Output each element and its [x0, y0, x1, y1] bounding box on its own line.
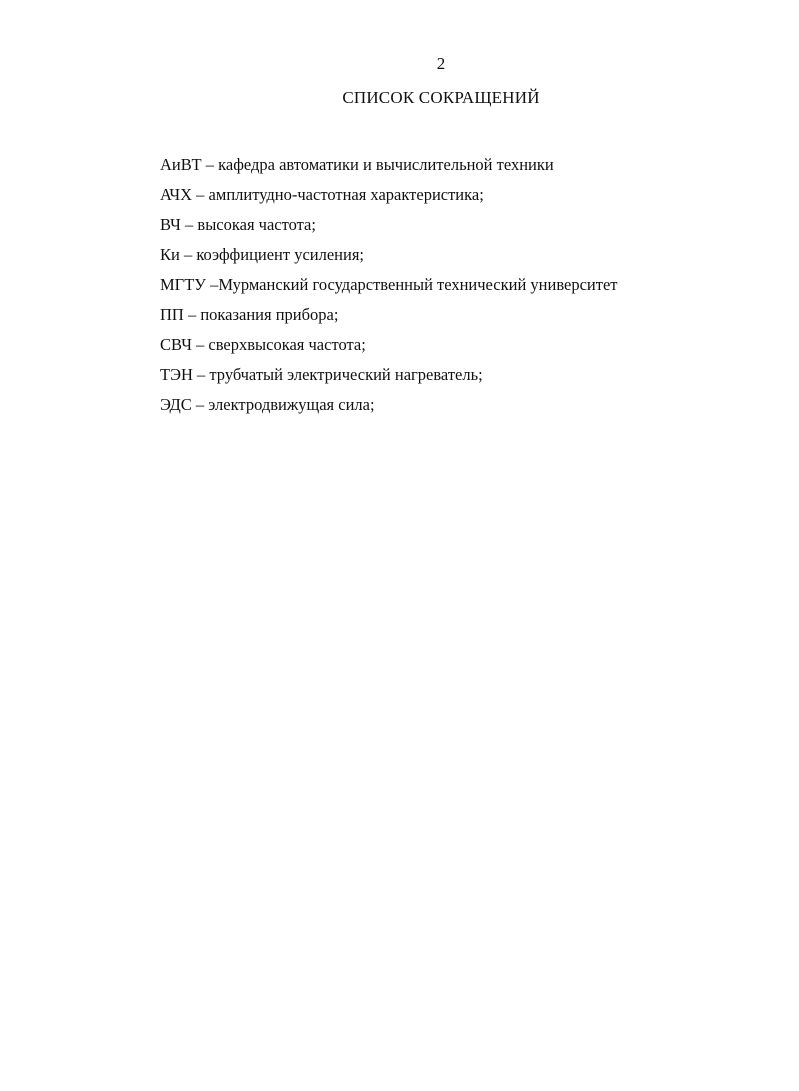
- abbreviation-item-mgtu: МГТУ –Мурманский государственный технический университет: [160, 275, 618, 294]
- abbreviation-item-vch: ВЧ – высокая частота;: [160, 215, 316, 234]
- abbreviation-item-ki: Ки – коэффициент усиления;: [160, 245, 365, 264]
- page-title: СПИСОК СОКРАЩЕНИЙ: [342, 88, 540, 107]
- abbreviation-item-eds: ЭДС – электродвижущая сила;: [160, 395, 375, 414]
- abbreviation-item-ten: ТЭН – трубчатый электрический нагреватель;: [160, 365, 483, 384]
- abbreviation-item-aivt: АиВТ – кафедра автоматики и вычислительной техники: [160, 155, 554, 174]
- abbreviation-list: [160, 150, 617, 420]
- page-number: 2: [436, 54, 446, 73]
- abbreviation-item-svch: СВЧ – сверхвысокая частота;: [160, 335, 366, 354]
- abbreviation-item-pp: ПП – показания прибора;: [160, 305, 339, 324]
- abbreviation-item-achh: АЧХ – амплитудно-частотная характеристика;: [160, 185, 484, 204]
